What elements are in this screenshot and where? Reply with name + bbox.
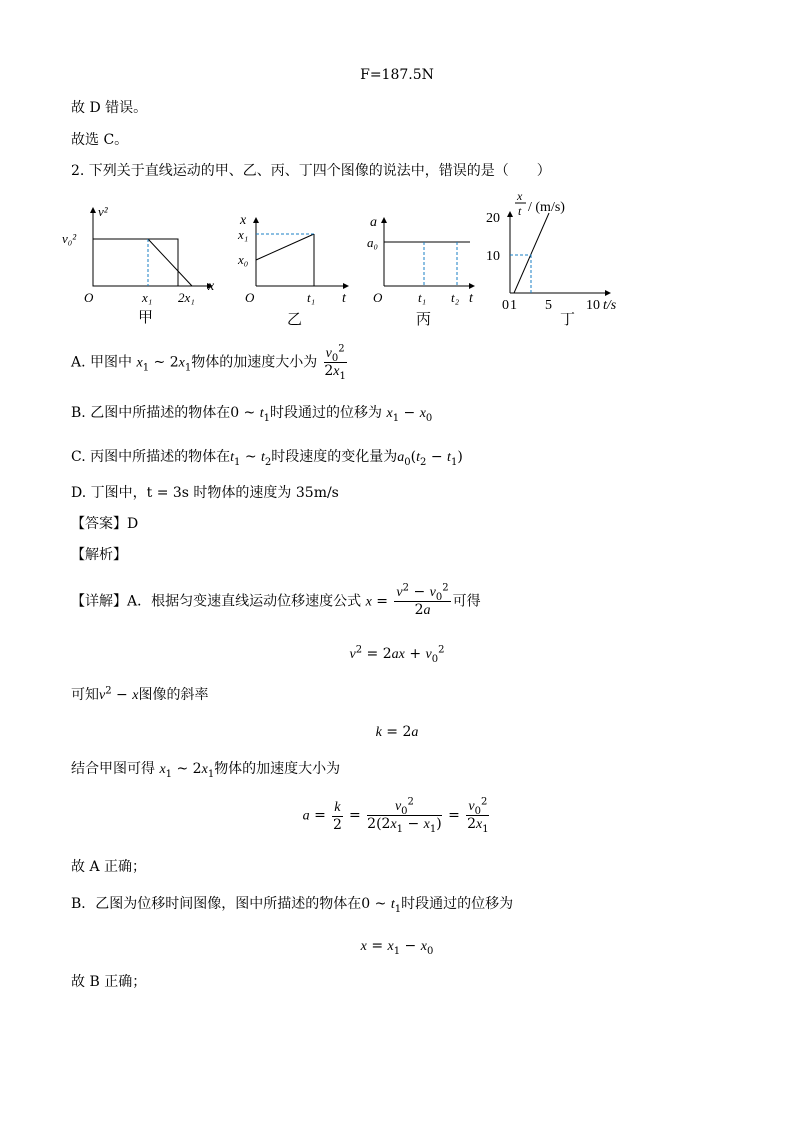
jia-origin: O xyxy=(84,290,94,305)
graphs-svg xyxy=(62,190,632,330)
yi-axis: t xyxy=(342,291,346,306)
bing-ylabel: a xyxy=(370,215,377,230)
bing-axis: t xyxy=(469,291,473,306)
question-2-stem: 2. 下列关于直线运动的甲、乙、丙、丁四个图像的说法中，错误的是（ ） xyxy=(71,163,551,179)
detail-a-line: 【详解】A．根据匀变速直线运动位移速度公式 x = $\frac{v^2 - v_0^2}{2a}$ 可得 xyxy=(71,582,481,618)
jia-x2: 2x₁ xyxy=(178,290,195,305)
option-c: C. 丙图中所描述的物体在$t_1$ ~ $t_2$时段速度的变化量为$a_0(t_2 - t_1)$ xyxy=(71,449,463,468)
combine-line: 结合甲图可得 $x_1$ ~ $2x_1$物体的加速度大小为 xyxy=(71,761,341,780)
svg-text:t: t xyxy=(518,204,522,218)
yi-t1: t₁ xyxy=(307,290,316,305)
yi-ylabel: x xyxy=(240,213,247,228)
equation-k: k = 2a xyxy=(375,724,419,740)
ding-xtick10: 10 xyxy=(586,298,600,313)
graph-jia xyxy=(62,204,215,326)
b-explain-line: B．乙图为位移时间图像，图中所描述的物体在0 ~ $t_1$时段通过的位移为 xyxy=(71,896,514,915)
bing-t1: t₁ xyxy=(418,290,427,305)
ding-xtick0: 0 xyxy=(502,298,509,313)
bing-caption: 丙 xyxy=(416,312,432,328)
yi-y0: x₀ xyxy=(238,252,249,267)
graph-yi xyxy=(237,213,348,328)
bing-t2: t₂ xyxy=(451,290,460,305)
equation-v2: $v^2 = 2ax + v_0^2$ xyxy=(349,644,445,665)
graph-ding xyxy=(486,190,617,328)
slope-line: 可知$v^2 - x$图像的斜率 xyxy=(71,685,209,703)
answer-label: 【答案】D xyxy=(71,516,139,532)
option-b: B. 乙图中所描述的物体在0 ~ $t_1$时段通过的位移为 $x_1 - x_0$ xyxy=(71,405,433,424)
equation-a: a = $\frac{k}{2}$ = $\frac{v_0^2}{2(2x_1 - x_1)}$ = $\frac{v_0^2}{2x_1}$ xyxy=(302,796,489,835)
ding-y20: 20 xyxy=(486,211,500,226)
graph-bing xyxy=(367,215,474,328)
yi-y1: x₁ xyxy=(238,227,249,242)
ding-caption: 丁 xyxy=(560,312,576,328)
jia-ylabel: v² xyxy=(98,204,108,219)
jia-yval: v₀² xyxy=(62,231,77,246)
bing-a0: a₀ xyxy=(367,235,379,250)
a-correct-line: 故 A 正确； xyxy=(71,859,147,875)
yi-origin: O xyxy=(245,290,255,305)
bing-origin: O xyxy=(373,290,383,305)
jia-caption: 甲 xyxy=(138,310,154,326)
b-correct-line: 故 B 正确； xyxy=(71,974,147,990)
four-graphs-figure xyxy=(62,190,632,330)
jia-axis: x xyxy=(208,279,215,294)
option-d: D. 丁图中，t = 3s 时物体的速度为 35m/s xyxy=(71,485,339,501)
ding-xtick5: 5 xyxy=(545,298,552,313)
d-wrong-line: 故 D 错误。 xyxy=(71,100,148,116)
option-a: A. 甲图中 $x_1$ ~ $2x_1$物体的加速度大小为 $\frac{v_0^2}{2x_1}$ xyxy=(71,343,346,382)
choose-c-line: 故选 C。 xyxy=(71,132,129,148)
ding-xtick1: 1 xyxy=(510,298,517,313)
svg-text:x: x xyxy=(517,190,523,203)
jia-x1: x₁ xyxy=(142,290,153,305)
ding-y10: 10 xyxy=(486,249,500,264)
yi-caption: 乙 xyxy=(287,312,303,328)
equation-x: $x = x_1 - x_0$ xyxy=(360,938,434,957)
force-result: F=187.5N xyxy=(360,67,434,83)
analysis-label: 【解析】 xyxy=(71,547,127,563)
ding-xunit: t/s xyxy=(603,298,617,313)
ding-yunit: / (m/s) xyxy=(528,200,565,215)
